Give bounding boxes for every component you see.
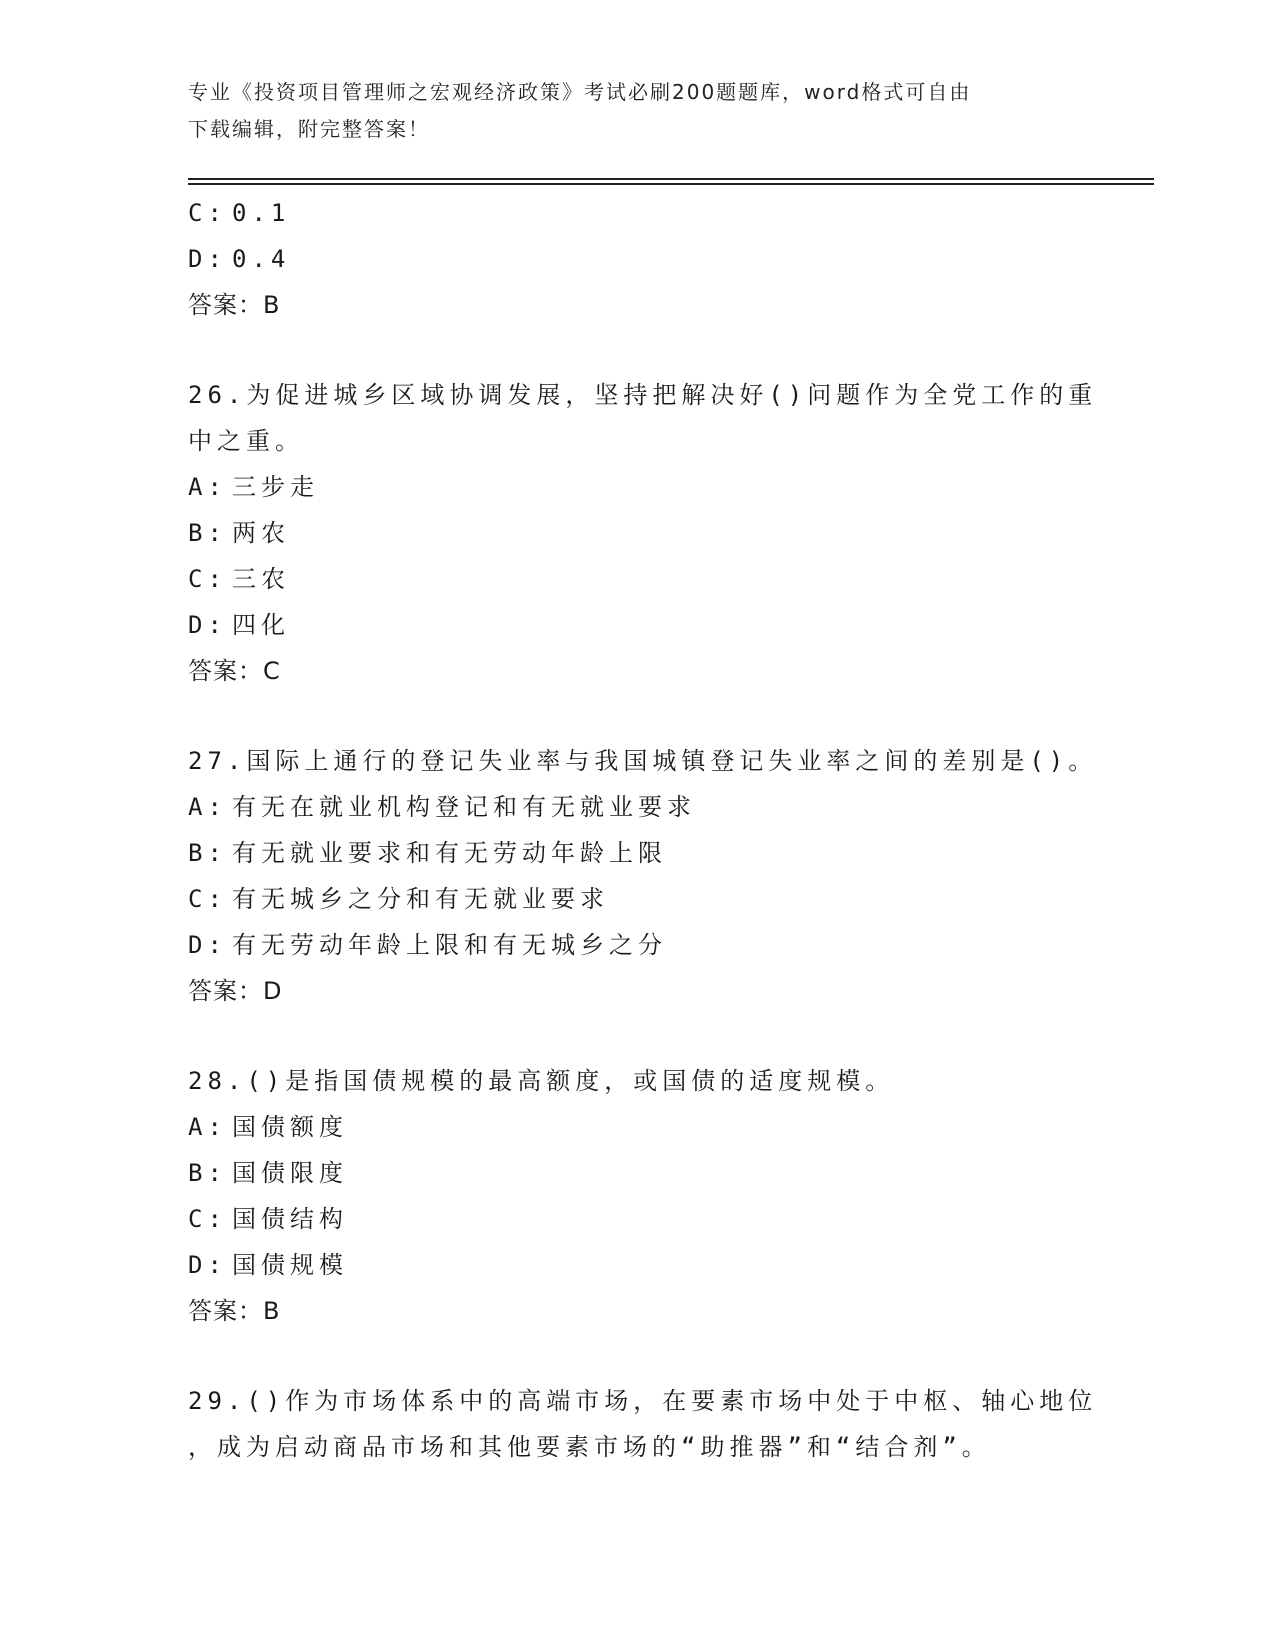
option-line — [188, 876, 1088, 922]
option-text: 国债额度 — [232, 1113, 348, 1141]
option-text: 有无在就业机构登记和有无就业要求 — [232, 793, 696, 821]
option-text: 有无城乡之分和有无就业要求 — [232, 885, 609, 913]
spacer — [188, 694, 1088, 738]
answer-line: 答案：D — [188, 977, 283, 1005]
document-header — [188, 74, 1088, 148]
question-list — [188, 190, 1098, 1470]
option-label: C: — [188, 885, 227, 913]
option-text: 四化 — [232, 611, 290, 639]
question-stem: 28.()是指国债规模的最高额度，或国债的适度规模。 — [188, 1067, 895, 1095]
option-text: 国债结构 — [232, 1205, 348, 1233]
answer-line: 答案：B — [188, 1297, 281, 1325]
option-label: A: — [188, 473, 227, 501]
option-line — [188, 922, 1088, 968]
question-block — [188, 1058, 1088, 1334]
question-stem: 中之重。 — [188, 427, 304, 455]
option-label: B: — [188, 1159, 227, 1187]
question-block — [188, 1378, 1098, 1470]
option-text: 三农 — [232, 565, 290, 593]
option-text: 有无就业要求和有无劳动年龄上限 — [232, 839, 667, 867]
option-line — [188, 1150, 1088, 1196]
option-line — [188, 556, 1088, 602]
option-label: A: — [188, 1113, 227, 1141]
option-text: 两农 — [232, 519, 290, 547]
option-label: D: — [188, 611, 227, 639]
question-stem: 29.()作为市场体系中的高端市场，在要素市场中处于中枢、轴心地位 — [188, 1387, 1098, 1415]
option-line — [188, 236, 1088, 282]
option-text: 0.1 — [232, 199, 291, 227]
question-stem: 27.国际上通行的登记失业率与我国城镇登记失业率之间的差别是()。 — [188, 747, 1098, 775]
option-label: A: — [188, 793, 227, 821]
spacer — [188, 1014, 1088, 1058]
header-line: 下载编辑，附完整答案！ — [188, 117, 430, 141]
option-line — [188, 1196, 1088, 1242]
option-line — [188, 1104, 1088, 1150]
option-label: D: — [188, 931, 227, 959]
option-label: B: — [188, 839, 227, 867]
header-line: 专业《投资项目管理师之宏观经济政策》考试必刷200题题库，word格式可自由 — [188, 80, 972, 104]
question-block — [188, 738, 1098, 1014]
option-label: C: — [188, 199, 227, 227]
option-line — [188, 510, 1088, 556]
option-text: 0.4 — [232, 245, 291, 273]
option-label: C: — [188, 565, 227, 593]
option-line — [188, 1242, 1088, 1288]
answer-line: 答案：C — [188, 657, 281, 685]
option-label: D: — [188, 245, 227, 273]
option-text: 三步走 — [232, 473, 319, 501]
option-text: 有无劳动年龄上限和有无城乡之分 — [232, 931, 667, 959]
option-line — [188, 464, 1088, 510]
option-label: D: — [188, 1251, 227, 1279]
option-line — [188, 190, 1088, 236]
answer-line: 答案：B — [188, 291, 281, 319]
question-stem: ，成为启动商品市场和其他要素市场的“助推器”和“结合剂”。 — [188, 1433, 991, 1461]
option-text: 国债限度 — [232, 1159, 348, 1187]
spacer — [188, 1334, 1088, 1378]
question-block — [188, 372, 1098, 694]
option-line — [188, 830, 1088, 876]
option-label: C: — [188, 1205, 227, 1233]
question-block — [188, 190, 1088, 328]
question-stem: 26.为促进城乡区域协调发展，坚持把解决好()问题作为全党工作的重 — [188, 381, 1098, 409]
option-line — [188, 602, 1088, 648]
header-divider — [188, 183, 1154, 185]
option-line — [188, 784, 1088, 830]
option-label: B: — [188, 519, 227, 547]
spacer — [188, 328, 1088, 372]
header-divider — [188, 178, 1154, 180]
option-text: 国债规模 — [232, 1251, 348, 1279]
